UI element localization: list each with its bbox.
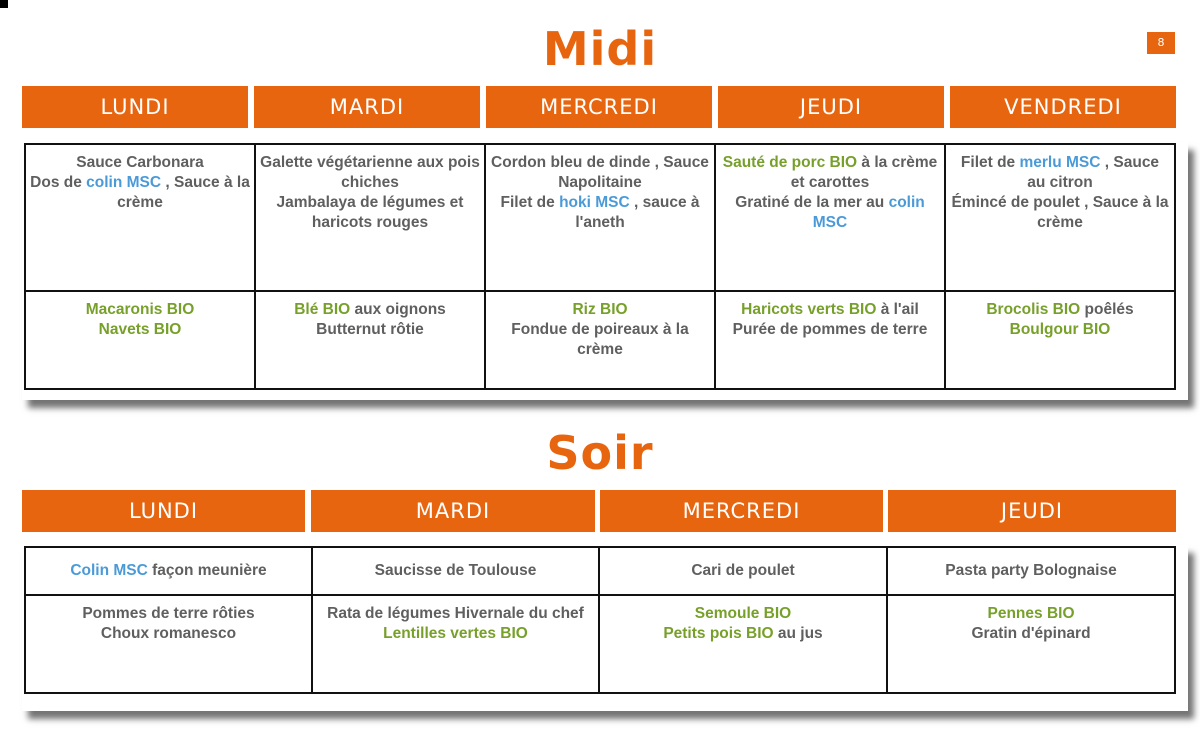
soir-cell bbox=[887, 595, 1175, 693]
dish-text: Rata de légumes Hivernale du chef bbox=[327, 605, 584, 622]
soir-cell bbox=[25, 547, 312, 595]
bio-label: Navets BIO bbox=[98, 321, 182, 338]
msc-label: Colin MSC bbox=[70, 562, 148, 579]
dish-line bbox=[892, 604, 1170, 624]
dish-text: Cari de poulet bbox=[691, 562, 795, 579]
msc-label: hoki MSC bbox=[559, 194, 630, 211]
msc-label: colin MSC bbox=[86, 174, 162, 191]
dish-text: Gratiné de la mer au bbox=[735, 194, 889, 211]
soir-header-lundi: LUNDI bbox=[22, 490, 305, 532]
dish-text: Pasta party Bolognaise bbox=[945, 562, 1117, 579]
dish-line bbox=[490, 193, 710, 233]
dish-text: Cordon bleu de dinde , Sauce Napolitaine bbox=[491, 154, 709, 191]
midi-cell bbox=[25, 291, 255, 389]
dish-line bbox=[604, 624, 882, 644]
dish-line bbox=[260, 300, 480, 320]
dish-text: Filet de bbox=[500, 194, 560, 211]
dish-line bbox=[260, 320, 480, 340]
dish-line bbox=[720, 320, 940, 340]
dish-text: à l'ail bbox=[876, 301, 919, 318]
dish-line bbox=[720, 193, 940, 233]
dish-line bbox=[950, 193, 1170, 233]
soir-title: Soir bbox=[546, 426, 654, 480]
dish-text: Émincé de poulet , Sauce à la crème bbox=[951, 194, 1169, 231]
dish-line bbox=[30, 561, 307, 581]
dish-text: aux oignons bbox=[350, 301, 446, 318]
midi-cell bbox=[945, 291, 1175, 389]
bio-label: Macaronis BIO bbox=[85, 301, 195, 318]
corner-mark bbox=[0, 0, 8, 8]
soir-cell bbox=[312, 547, 599, 595]
dish-text: Filet de bbox=[960, 154, 1020, 171]
dish-text: Dos de bbox=[30, 174, 87, 191]
msc-label: colin MSC bbox=[812, 194, 925, 231]
dish-text: Jambalaya de légumes et haricots rouges bbox=[276, 194, 464, 231]
soir-cell bbox=[25, 595, 312, 693]
dish-text: Galette végétarienne aux pois chiches bbox=[260, 154, 480, 191]
dish-text: Fondue de poireaux à la crème bbox=[511, 321, 689, 358]
dish-text: , Sauce au citron bbox=[1027, 154, 1160, 191]
dish-line bbox=[260, 193, 480, 233]
midi-cell bbox=[485, 291, 715, 389]
dish-text: Butternut rôtie bbox=[316, 321, 424, 338]
dish-line bbox=[260, 153, 480, 193]
midi-cell bbox=[945, 144, 1175, 291]
midi-header-mardi: MARDI bbox=[254, 86, 480, 128]
dish-line bbox=[720, 300, 940, 320]
bio-label: Brocolis BIO bbox=[986, 301, 1081, 318]
dish-text: Purée de pommes de terre bbox=[732, 321, 928, 338]
dish-line bbox=[892, 561, 1170, 581]
midi-main-dishes-row bbox=[25, 144, 1175, 291]
dish-line bbox=[720, 153, 940, 193]
dish-text: , Sauce à la crème bbox=[117, 174, 250, 211]
dish-text: Sauce Carbonara bbox=[76, 154, 204, 171]
bio-label: Haricots verts BIO bbox=[741, 301, 877, 318]
soir-header-jeudi: JEUDI bbox=[888, 490, 1176, 532]
midi-menu-table bbox=[24, 143, 1176, 390]
soir-cell bbox=[599, 547, 887, 595]
soir-menu-table bbox=[24, 546, 1176, 694]
dish-line bbox=[30, 320, 250, 340]
midi-header-jeudi: JEUDI bbox=[718, 86, 944, 128]
bio-label: Semoule BIO bbox=[694, 605, 792, 622]
msc-label: merlu MSC bbox=[1019, 154, 1101, 171]
dish-text: Saucisse de Toulouse bbox=[374, 562, 537, 579]
dish-text: , sauce à l'aneth bbox=[575, 194, 700, 231]
dish-line bbox=[950, 153, 1170, 193]
dish-text: à la crème et carottes bbox=[790, 154, 938, 191]
midi-cell bbox=[25, 144, 255, 291]
dish-line bbox=[490, 320, 710, 360]
dish-line bbox=[950, 320, 1170, 340]
bio-label: Lentilles vertes BIO bbox=[383, 625, 528, 642]
dish-line bbox=[892, 624, 1170, 644]
dish-line bbox=[30, 624, 307, 644]
dish-line bbox=[317, 561, 594, 581]
soir-cell bbox=[887, 547, 1175, 595]
bio-label: Blé BIO bbox=[294, 301, 351, 318]
page-number-badge: 8 bbox=[1147, 32, 1175, 54]
dish-line bbox=[490, 153, 710, 193]
midi-title: Midi bbox=[542, 22, 658, 76]
midi-side-dishes-row bbox=[25, 291, 1175, 389]
soir-main-dishes-row bbox=[25, 547, 1175, 595]
midi-cell bbox=[715, 291, 945, 389]
dish-line bbox=[30, 604, 307, 624]
soir-cell bbox=[599, 595, 887, 693]
bio-label: Petits pois BIO bbox=[663, 625, 774, 642]
midi-header-mercredi: MERCREDI bbox=[486, 86, 712, 128]
dish-text: au jus bbox=[773, 625, 823, 642]
dish-text: Gratin d'épinard bbox=[971, 625, 1091, 642]
soir-side-dishes-row bbox=[25, 595, 1175, 693]
midi-header-lundi: LUNDI bbox=[22, 86, 248, 128]
bio-label: Pennes BIO bbox=[987, 605, 1075, 622]
soir-header-mardi: MARDI bbox=[311, 490, 595, 532]
dish-line bbox=[30, 173, 250, 213]
midi-cell bbox=[715, 144, 945, 291]
dish-text: Choux romanesco bbox=[100, 625, 237, 642]
dish-line bbox=[604, 561, 882, 581]
soir-cell bbox=[312, 595, 599, 693]
dish-line bbox=[30, 153, 250, 173]
midi-cell bbox=[485, 144, 715, 291]
dish-line bbox=[604, 604, 882, 624]
dish-line bbox=[30, 300, 250, 320]
midi-cell bbox=[255, 291, 485, 389]
midi-cell bbox=[255, 144, 485, 291]
soir-header-mercredi: MERCREDI bbox=[600, 490, 883, 532]
dish-text: poêlés bbox=[1080, 301, 1134, 318]
bio-label: Boulgour BIO bbox=[1009, 321, 1111, 338]
bio-label: Sauté de porc BIO bbox=[722, 154, 858, 171]
dish-line bbox=[490, 300, 710, 320]
dish-line bbox=[950, 300, 1170, 320]
dish-line bbox=[317, 604, 594, 624]
dish-text: Pommes de terre rôties bbox=[82, 605, 255, 622]
dish-line bbox=[317, 624, 594, 644]
midi-header-vendredi: VENDREDI bbox=[950, 86, 1176, 128]
dish-text: façon meunière bbox=[147, 562, 267, 579]
bio-label: Riz BIO bbox=[572, 301, 628, 318]
